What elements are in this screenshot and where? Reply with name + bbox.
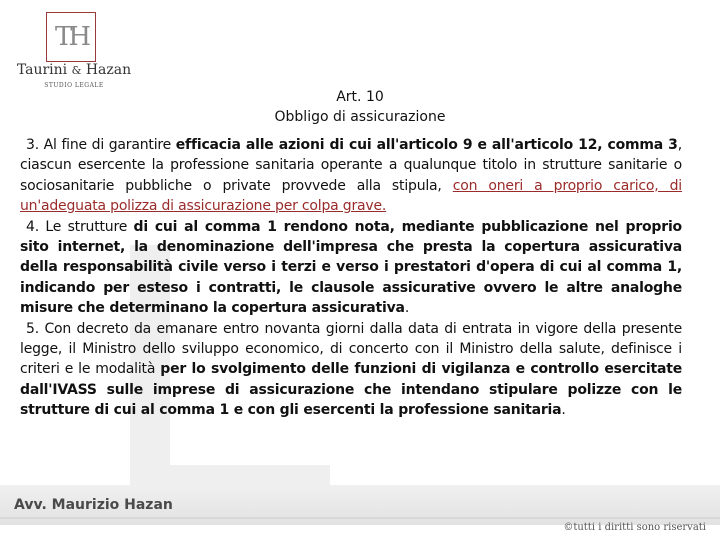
paragraph-4 [20, 217, 682, 319]
footer-copyright: ©tutti i diritti sono riservati [563, 522, 706, 533]
footer-divider [0, 517, 720, 519]
logo-subtitle: STUDIO LEGALE [44, 82, 104, 89]
p4-text-bold: di cui al comma 1 rendono nota, mediante pubblicazione nel proprio sito internet, la denominazione dell'impresa che presta la copertura assicurativa della responsabilità civile verso i terzi e verso i prestatori d'opera di cui al comma 1, indicando per esteso i contratti, le clausole assicurative ovvero le altre analoghe misure che determinano la copertura assicurativa [20, 218, 682, 317]
paragraph-3 [20, 135, 682, 217]
paragraph-5 [20, 319, 682, 421]
logo-monogram: TH [54, 22, 87, 52]
article-number: Art. 10 [336, 89, 384, 105]
logo-name-amp: & [71, 64, 82, 77]
logo-name-right: Hazan [85, 62, 132, 78]
p5-text-c: . [561, 402, 566, 419]
p4-text-a: 4. Le strutture [26, 218, 134, 235]
p4-text-c: . [404, 300, 410, 317]
p5-text-bold: per lo svolgimento delle funzioni di vigilanza e controllo esercitate dall'IVASS sulle imprese di assicurazione che intendano stipulare polizze con le strutture di cui al comma 1 e con gli esercenti la professione sanitaria [20, 361, 683, 419]
logo-firm-name [14, 62, 134, 78]
p5-text-a: 5. Con decreto da emanare entro novanta giorni dalla data di entrata in vigore della presente legge, il Ministro dello sviluppo economico, di concerto con il Ministro della salute, definisce i criteri e le modalità [20, 320, 682, 378]
footer-author: Avv. Maurizio Hazan [14, 497, 173, 513]
p3-text-underlined: con oneri a proprio carico, di un'adeguata polizza di assicurazione per colpa grave. [20, 177, 683, 215]
p3-text-bold: efficacia alle azioni di cui all'articolo 9 e all'articolo 12, comma 3 [175, 137, 678, 153]
article-title: Obbligo di assicurazione [274, 109, 446, 125]
logo-name-left: Taurini [16, 62, 68, 78]
article-body [20, 135, 682, 421]
p3-text-c: , ciascun esercente la professione sanitaria operante a qualunque titolo in strutture sanitarie o sociosanitarie pubbliche o private provvede alla stipula, [20, 137, 682, 194]
logo-monogram-box [46, 12, 96, 62]
p3-text-a: 3. Al fine di garantire [26, 137, 176, 153]
